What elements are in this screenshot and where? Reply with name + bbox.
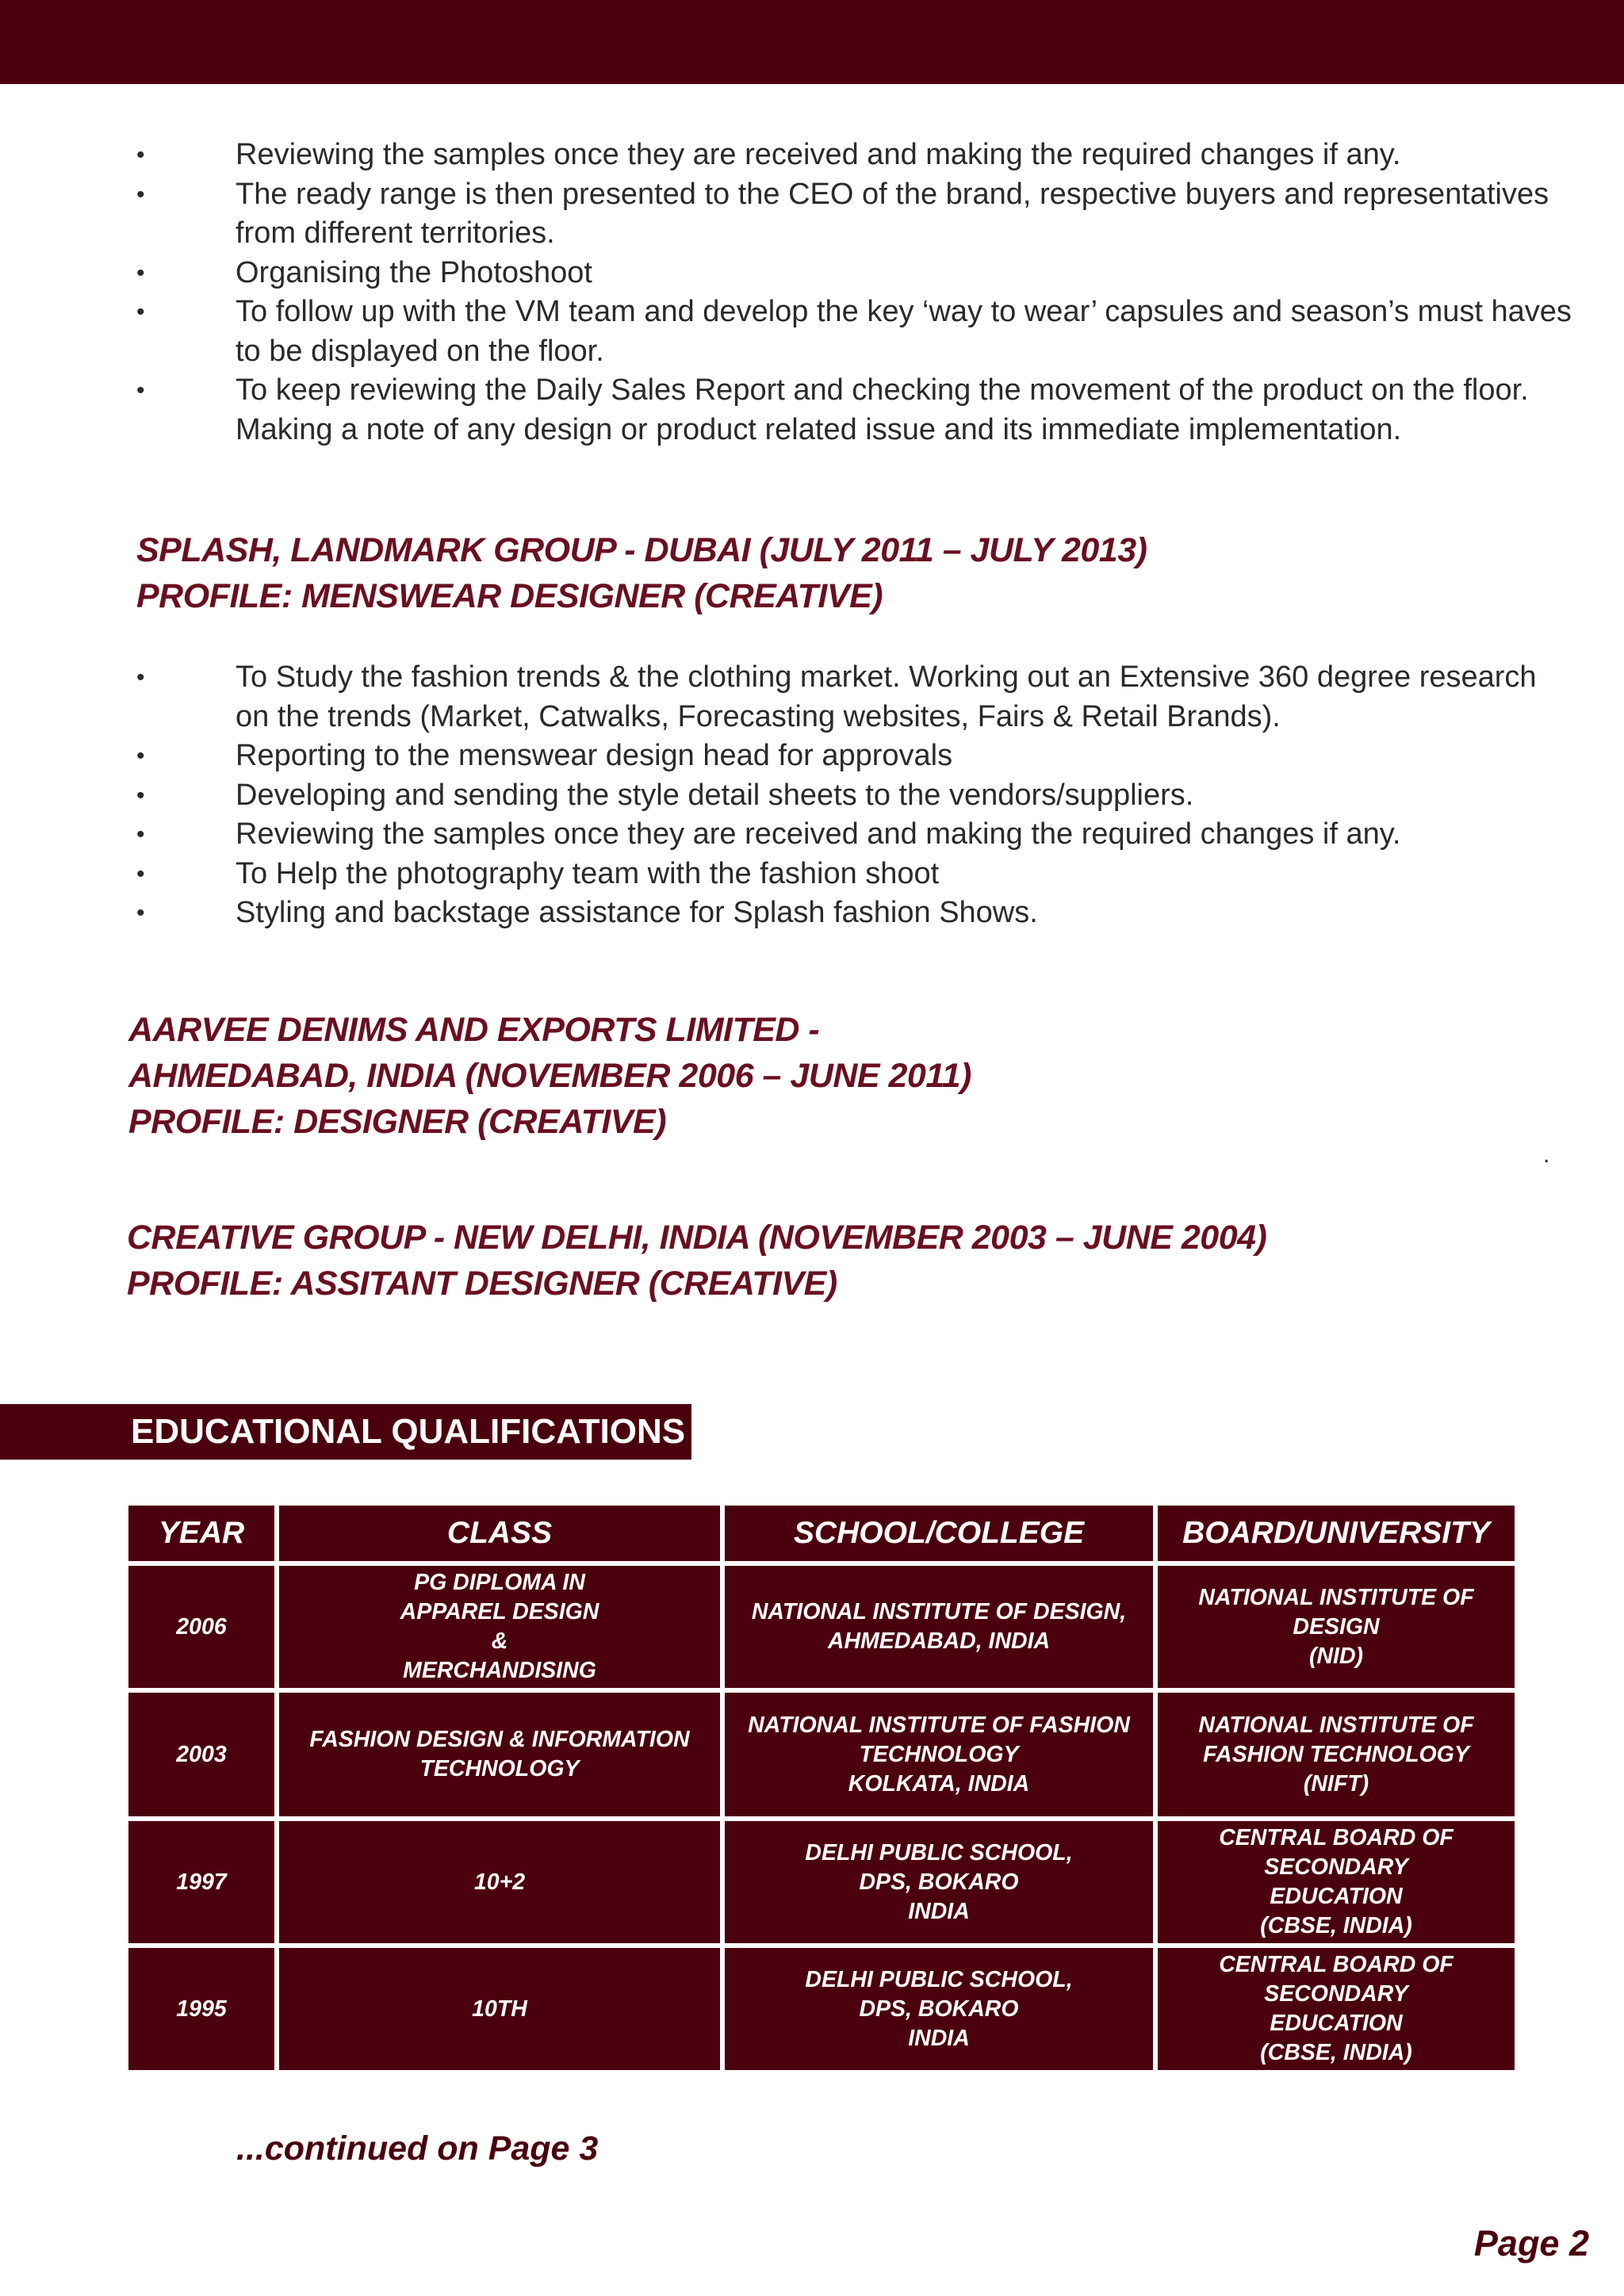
list-item [0,658,1624,737]
stray-dot: . [1543,1142,1550,1168]
list-item-text: To follow up with the VM team and develop the key ‘way to wear’ capsules and season’s must haves to be displayed on the floor. [236,295,1572,368]
year-cell [128,1566,274,1688]
cell-line: FASHION DESIGN & INFORMATION [309,1727,690,1752]
list-item-text: To keep reviewing the Daily Sales Report and checking the movement of the product on the floor. Making a note of any design or product related issue and its immediate implementation. [236,373,1529,446]
cell-line: INDIA [908,1898,970,1924]
cell-line: DPS, BOKARO [859,1869,1019,1895]
list-item-text: To Study the fashion trends & the clothing market. Working out an Extensive 360 degree research on the trends (Market, Catwalks, Forecasting websites, Fairs & Retail Brands). [236,660,1537,733]
top-header-bar [0,0,1624,84]
list-item-text: Reviewing the samples once they are received and making the required changes if any. [236,817,1401,851]
cell-line: MERCHANDISING [403,1658,596,1683]
year-cell [128,1693,274,1816]
cell-line: 10TH [472,1996,527,2022]
cell-line: SECONDARY [1264,1854,1408,1880]
table-row [128,1566,1515,1688]
cell-line: FASHION TECHNOLOGY [1203,1741,1469,1767]
list-item [0,855,1624,894]
bullet-icon: • [136,181,145,208]
list-item-text: To Help the photography team with the fashion shoot [236,856,940,890]
cell-line: APPAREL DESIGN [400,1599,599,1624]
bullet-icon: • [136,142,145,168]
list-item [0,254,1624,293]
header-school-college: SCHOOL/COLLEGE [725,1506,1153,1561]
list-item [0,894,1624,933]
list-item [0,737,1624,776]
cell-line: (CBSE, INDIA) [1260,1913,1412,1938]
education-table-body [128,1566,1515,2070]
cell-line: 10+2 [473,1869,526,1895]
list-item [0,293,1624,371]
bullet-icon: • [136,900,145,926]
cell-line: 2006 [176,1613,227,1640]
cell-line: (NID) [1308,1643,1364,1669]
job-heading-line: PROFILE: ASSITANT DESIGNER (CREATIVE) [127,1265,837,1303]
board-cell [1158,1566,1515,1688]
list-item [0,136,1624,175]
year-cell [128,1821,274,1943]
cell-line: DELHI PUBLIC SCHOOL, [805,1966,1073,1992]
job-heading-aarvee [128,1007,971,1145]
board-cell [1158,1948,1515,2070]
education-table [124,1501,1519,2075]
cell-line: 1995 [176,1996,227,2022]
bullet-icon: • [136,782,145,809]
table-row [128,1693,1515,1816]
job-heading-line: AARVEE DENIMS AND EXPORTS LIMITED - [128,1011,820,1049]
cell-line: EDUCATION [1270,2011,1403,2036]
cell-line: (NIFT) [1303,1770,1369,1797]
cell-line: DELHI PUBLIC SCHOOL, [805,1839,1073,1866]
bullet-icon: • [136,860,145,887]
duties-list-previous-role [0,136,1624,450]
cell-line: 2003 [176,1741,227,1767]
bullet-icon: • [136,821,145,848]
list-item [0,776,1624,816]
cell-line: CENTRAL BOARD OF [1219,1825,1454,1850]
class-cell [279,1693,720,1816]
cell-line: CENTRAL BOARD OF [1219,1952,1454,1977]
cell-line: DPS, BOKARO [859,1996,1019,2022]
bullet-icon: • [136,743,145,769]
section-heading-education: EDUCATIONAL QUALIFICATIONS [131,1412,686,1451]
cell-line: NATIONAL INSTITUTE OF DESIGN [1198,1584,1474,1640]
cell-line: (CBSE, INDIA) [1260,2040,1412,2065]
board-cell [1158,1821,1515,1943]
list-item-text: Organising the Photoshoot [236,255,592,289]
job-heading-creative-group [127,1215,1266,1307]
job-heading-line: CREATIVE GROUP - NEW DELHI, INDIA (NOVEMBER 2003 – JUNE 2004) [127,1219,1267,1257]
job-heading-line: PROFILE: DESIGNER (CREATIVE) [128,1103,667,1141]
education-table-header-row [128,1506,1515,1561]
job-heading-splash [136,527,1147,619]
job-heading-line: SPLASH, LANDMARK GROUP - DUBAI (JULY 2011 – JULY 2013) [136,531,1147,569]
cell-line: NATIONAL INSTITUTE OF DESIGN, [751,1599,1127,1624]
cell-line: TECHNOLOGY [859,1741,1019,1767]
class-cell [279,1566,720,1688]
cell-line: KOLKATA, INDIA [848,1770,1030,1797]
cell-line: 1997 [176,1869,227,1895]
cell-line: INDIA [908,2025,970,2051]
list-item [0,371,1624,450]
cell-line: SECONDARY [1264,1981,1408,2007]
bullet-icon: • [136,664,145,691]
list-item [0,175,1624,254]
school-cell [725,1693,1153,1816]
list-item-text: Developing and sending the style detail sheets to the vendors/suppliers. [236,778,1194,812]
page-number: Page 2 [1473,2223,1589,2263]
school-cell [725,1566,1153,1688]
cell-line: EDUCATION [1270,1884,1403,1909]
job-heading-line: AHMEDABAD, INDIA (NOVEMBER 2006 – JUNE 2011) [128,1057,971,1095]
bullet-icon: • [136,299,145,325]
cell-line: NATIONAL INSTITUTE OF FASHION [748,1712,1130,1738]
list-item-text: The ready range is then presented to the CEO of the brand, respective buyers and representatives from different territories. [236,177,1549,250]
school-cell [725,1821,1153,1943]
school-cell [725,1948,1153,2070]
list-item-text: Reporting to the menswear design head for approvals [236,739,953,772]
section-band-education [0,1404,691,1460]
duties-list-splash [0,658,1624,933]
cell-line: TECHNOLOGY [419,1756,580,1781]
list-item-text: Reviewing the samples once they are received and making the required changes if any. [236,138,1401,171]
class-cell [279,1948,720,2070]
cell-line: PG DIPLOMA IN [414,1570,585,1595]
table-row [128,1821,1515,1943]
cell-line: & [491,1628,508,1654]
header-year: YEAR [128,1506,274,1561]
job-heading-line: PROFILE: MENSWEAR DESIGNER (CREATIVE) [136,577,883,615]
header-class: CLASS [279,1506,720,1561]
bullet-icon: • [136,377,145,404]
year-cell [128,1948,274,2070]
bullet-icon: • [136,259,145,286]
class-cell [279,1821,720,1943]
board-cell [1158,1693,1515,1816]
list-item-text: Styling and backstage assistance for Splash fashion Shows. [236,896,1038,929]
cell-line: AHMEDABAD, INDIA [827,1628,1051,1654]
continued-note: ...continued on Page 3 [236,2130,599,2168]
table-row [128,1948,1515,2070]
list-item [0,815,1624,855]
cell-line: NATIONAL INSTITUTE OF [1198,1712,1474,1738]
header-board-university: BOARD/UNIVERSITY [1158,1506,1515,1561]
